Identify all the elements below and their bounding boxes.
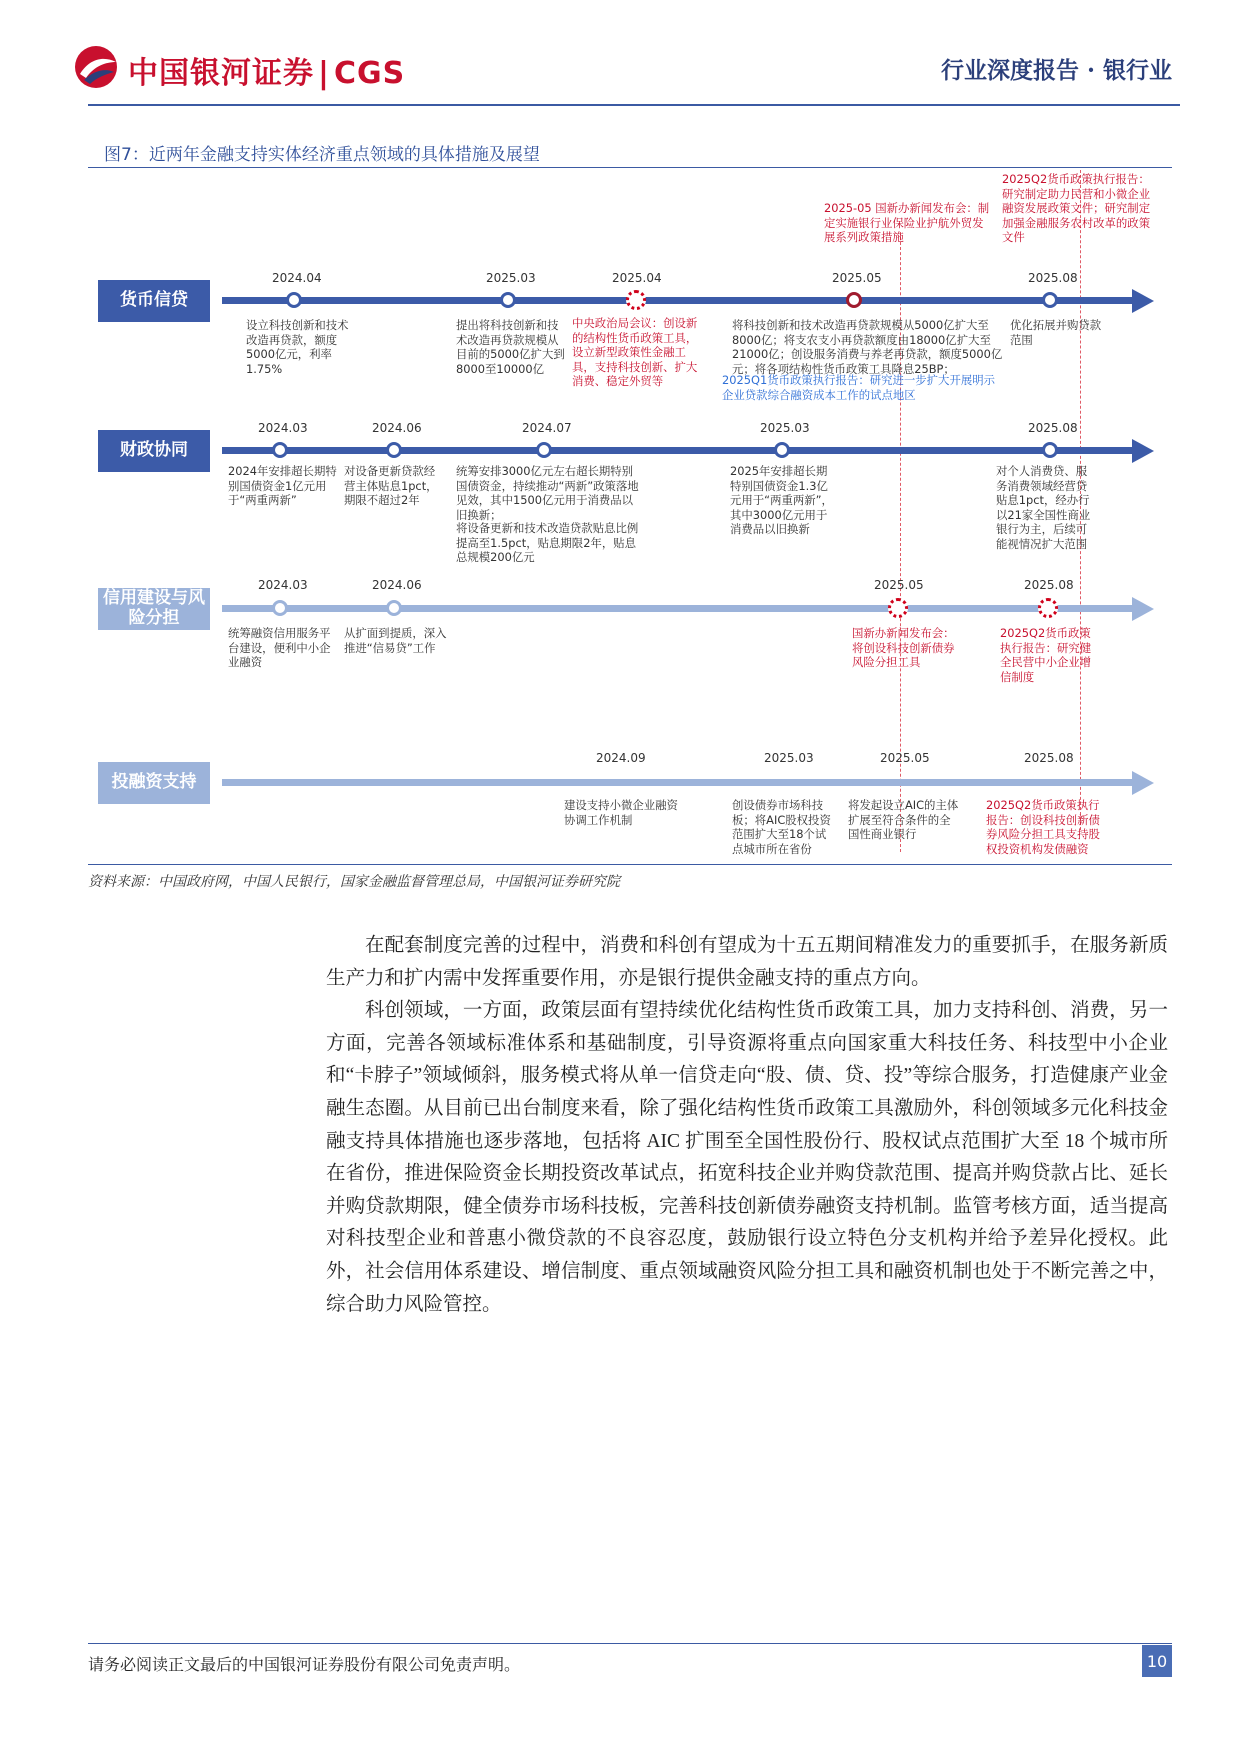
annotation-highlight: 国新办新闻发布会：将创设科技创新债券风险分担工具 <box>852 626 955 669</box>
row-label-investment: 投融资支持 <box>98 762 210 804</box>
timeline-node <box>1042 442 1058 458</box>
timeline-date: 2024.03 <box>258 421 308 435</box>
timeline-bar-investment <box>222 779 1134 786</box>
arrow-head-icon <box>1132 289 1154 313</box>
annotation: 对个人消费贷、服务消费领域经营贷贴息1pct，经办行以21家全国性商业银行为主，后续可能视情况扩大范围 <box>996 464 1091 551</box>
figure-bottom-rule <box>88 864 1172 865</box>
timeline-date: 2025.03 <box>764 751 814 765</box>
arrow-head-icon <box>1132 771 1154 795</box>
timeline-node <box>386 442 402 458</box>
arrow-head-icon <box>1132 439 1154 463</box>
timeline-date: 2025.03 <box>760 421 810 435</box>
row-label-credit: 信用建设与风险分担 <box>98 588 210 630</box>
timeline-date: 2025.08 <box>1024 751 1074 765</box>
row-label-monetary: 货币信贷 <box>98 280 210 322</box>
timeline-date: 2025.08 <box>1028 421 1078 435</box>
timeline-node <box>286 292 302 308</box>
annotation: 2025年安排超长期特别国债资金1.3亿元用于“两重两新”，其中3000亿元用于消费品以旧换新 <box>730 464 833 536</box>
arrow-head-icon <box>1132 597 1154 621</box>
timeline-node <box>1042 292 1058 308</box>
timeline-node-dashed <box>626 290 646 310</box>
timeline-bar-fiscal <box>222 447 1134 454</box>
annotation: 设立科技创新和技术改造再贷款，额度5000亿元，利率1.75% <box>246 318 349 376</box>
annotation-highlight: 2025-05 国新办新闻发布会：制定实施银行业保险业护航外贸发展系列政策措施 <box>824 201 990 244</box>
annotation: 统筹融资信用服务平台建设，便利中小企业融资 <box>228 626 331 669</box>
timeline-node <box>272 442 288 458</box>
timeline-node-dashed <box>1038 598 1058 618</box>
annotation: 将设备更新和技术改造贷款贴息比例提高至1.5pct，贴息期限2年，贴息总规模200亿元 <box>456 521 639 564</box>
timeline-date: 2025.04 <box>612 271 662 285</box>
logo-text <box>128 48 405 92</box>
timeline-date: 2025.03 <box>486 271 536 285</box>
annotation: 对设备更新贷款经营主体贴息1pct，期限不超过2年 <box>344 464 438 507</box>
figure-top-rule <box>88 167 1172 168</box>
logo-separator: | <box>318 56 330 91</box>
timeline-date: 2025.08 <box>1028 271 1078 285</box>
annotation: 优化拓展并购贷款范围 <box>1010 318 1102 347</box>
row-label-fiscal: 财政协同 <box>98 430 210 472</box>
annotation: 建设支持小微企业融资协调工作机制 <box>564 798 678 827</box>
annotation: 将发起设立AIC的主体扩展至符合条件的全国性商业银行 <box>848 798 959 841</box>
timeline-node-dashed <box>888 598 908 618</box>
body-text <box>326 930 1168 1321</box>
header-divider <box>88 104 1180 106</box>
annotation-highlight: 中央政治局会议：创设新的结构性货币政策工具，设立新型政策性金融工具，支持科技创新、扩大消费、稳定外贸等 <box>572 316 698 388</box>
annotation-highlight: 2025Q2货币政策执行报告：研究制定助力民营和小微企业融资发展政策文件；研究制定加强金融服务农村改革的政策文件 <box>1002 172 1151 244</box>
timeline-node <box>500 292 516 308</box>
timeline-date: 2025.08 <box>1024 578 1074 592</box>
timeline-date: 2025.05 <box>880 751 930 765</box>
timeline-node <box>846 292 862 308</box>
annotation-highlight: 2025Q2货币政策执行报告：研究健全民营中小企业增信制度 <box>1000 626 1092 684</box>
logo-company-name: 中国银河证券 <box>128 56 314 91</box>
paragraph: 在配套制度完善的过程中，消费和科创有望成为十五五期间精准发力的重要抓手，在服务新质生产力和扩内需中发挥重要作用，亦是银行提供金融支持的重点方向。 <box>326 935 1168 989</box>
annotation-highlight: 2025Q2货币政策执行报告：创设科技创新债券风险分担工具支持股权投资机构发债融资 <box>986 798 1100 856</box>
timeline-date: 2024.03 <box>258 578 308 592</box>
timeline-bar-monetary <box>222 297 1134 304</box>
timeline-date: 2024.06 <box>372 578 422 592</box>
logo-cgs: CGS <box>333 56 406 91</box>
timeline-date: 2024.09 <box>596 751 646 765</box>
timeline-node <box>386 600 402 616</box>
timeline-node <box>536 442 552 458</box>
timeline-node <box>272 600 288 616</box>
paragraph: 科创领域，一方面，政策层面有望持续优化结构性货币政策工具，加力支持科创、消费，另一方面，完善各领域标准体系和基础制度，引导资源将重点向国家重大科技任务、科技型中小企业和“卡脖子”领域倾斜，服务模式将从单一信贷走向“股、债、贷、投”等综合服务，打造健康产业金融生态圈。从目前已出台制度来看，除了强化结构性货币政策工具激励外，科创领域多元化科技金融支持具体措施也逐步落地，包括将 AIC 扩围至全国性股份行、股权试点范围扩大至 18 个城市所在省份，推进保险资金长期投资改革试点，拓宽科技企业并购贷款范围、提高并购贷款占比、延长并购贷款期限，健全债券市场科技板，完善科技创新债券融资支持机制。监管考核方面，适当提高对科技型企业和普惠小微贷款的不良容忍度，鼓励银行设立特色分支机构并给予差异化授权。此外，社会信用体系建设、增信制度、重点领域融资风险分担工具和融资机制也处于不断完善之中，综合助力风险管控。 <box>326 1000 1168 1315</box>
figure-source: 资料来源：中国政府网，中国人民银行，国家金融监督管理总局，中国银河证券研究院 <box>88 874 620 890</box>
timeline-date: 2024.06 <box>372 421 422 435</box>
timeline-node <box>774 442 790 458</box>
timeline-bar-credit <box>222 605 1134 612</box>
page-number: 10 <box>1142 1645 1172 1677</box>
report-type: 行业深度报告 · 银行业 <box>940 57 1172 84</box>
timeline-date: 2024.07 <box>522 421 572 435</box>
footer-divider <box>88 1643 1172 1644</box>
footer-disclaimer: 请务必阅读正文最后的中国银河证券股份有限公司免责声明。 <box>88 1655 521 1674</box>
timeline-date: 2025.05 <box>874 578 924 592</box>
annotation: 从扩面到提质，深入推进“信易贷”工作 <box>344 626 447 655</box>
annotation: 2024年安排超长期特别国债资金1亿元用于“两重两新” <box>228 464 337 507</box>
company-logo <box>70 44 122 90</box>
annotation: 创设债券市场科技板；将AIC股权投资范围扩大至18个试点城市所在省份 <box>732 798 831 856</box>
timeline-date: 2025.05 <box>832 271 882 285</box>
annotation: 统筹安排3000亿元左右超长期特别国债资金，持续推动“两新”政策落地见效，其中1500亿元用于消费品以旧换新； <box>456 464 639 522</box>
annotation-blue: 2025Q1货币政策执行报告：研究进一步扩大开展明示企业贷款综合融资成本工作的试点地区 <box>722 373 996 402</box>
timeline-date: 2024.04 <box>272 271 322 285</box>
figure-title: 图7：近两年金融支持实体经济重点领域的具体措施及展望 <box>104 145 540 165</box>
annotation: 将科技创新和技术改造再贷款规模从5000亿扩大至8000亿；将支农支小再贷款额度由18000亿扩大至21000亿；创设服务消费与养老再贷款，额度5000亿元；将各项结构性货币政策工具降息25BP； <box>732 318 1003 376</box>
annotation: 提出将科技创新和技术改造再贷款规模从目前的5000亿扩大到8000至10000亿 <box>456 318 565 376</box>
